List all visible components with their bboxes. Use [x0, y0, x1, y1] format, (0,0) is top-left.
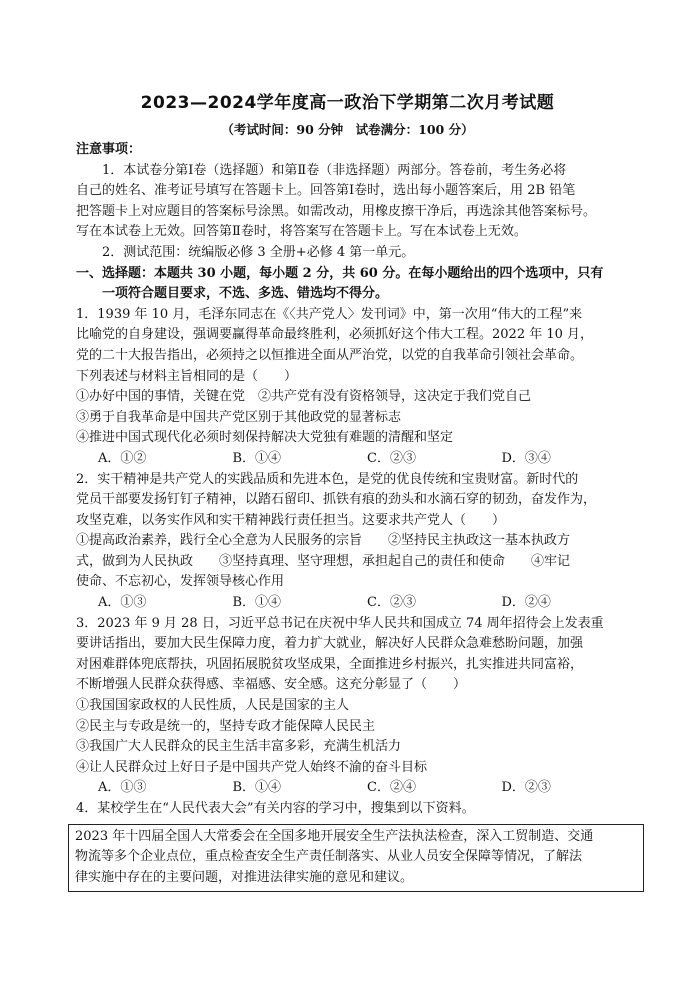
- q2-option-c: C．②③: [367, 595, 416, 611]
- q3-stem-line: 3．2023 年 9 月 28 日，习近平总书记在庆祝中华人民共和国成立 74 周年招待会上发表重: [76, 615, 604, 631]
- q3-option-c: C．②④: [367, 780, 416, 796]
- q3-options: [76, 778, 636, 799]
- q1-option-a: A．①②: [98, 450, 147, 466]
- q1-item: ③勇于自我革命是中国共产党区别于其他政党的显著标志: [76, 409, 402, 425]
- q4-material-line: 2023 年十四届全国人大常委会在全国多地开展安全生产法执法检查，深入工贸制造、交通: [75, 828, 594, 844]
- q2-item: 式，做到为人民执政 ③坚持真理、坚守理想，承担起自己的责任和使命 ④牢记: [76, 553, 571, 569]
- exam-subtitle: （考试时间：90 分钟 试卷满分：100 分）: [221, 122, 474, 137]
- question-3: [76, 614, 636, 799]
- q3-stem-line: 不断增强人民群众获得感、幸福感、安全感。这充分彰显了（ ）: [76, 677, 467, 693]
- q1-option-b: B．①④: [232, 450, 282, 466]
- q3-item: ④让人民群众过上好日子是中国共产党人始终不渝的奋斗目标: [76, 759, 428, 775]
- notes-line: 写在本试卷上无效。回答第Ⅱ卷时，将答案写在答题卡上。写在本试卷上无效。: [76, 224, 527, 240]
- q2-item: 使命、不忘初心，发挥领导核心作用: [76, 574, 285, 590]
- q3-option-b: B．①④: [232, 780, 282, 796]
- q4-material-line: 物流等多个企业点位，重点检查安全生产责任制落实、从业人员安全保障等情况，了解法: [75, 849, 583, 865]
- q2-option-a: A．①③: [98, 595, 147, 611]
- q2-stem-line: 党员干部要发扬钉钉子精神，以踏石留印、抓铁有痕的劲头和水滴石穿的韧劲，奋发作为，: [76, 492, 597, 508]
- q3-option-d: D．②③: [501, 780, 551, 796]
- q2-option-d: D．②④: [501, 595, 551, 611]
- question-2: [76, 470, 636, 614]
- q4-material-box: [68, 824, 644, 893]
- q4-stem-line: 4．某校学生在“人民代表大会”有关内容的学习中，搜集到以下资料。: [76, 801, 475, 816]
- q3-item: ②民主与专政是统一的，坚持专政才能保障人民民主: [76, 718, 376, 734]
- q4-material-line: 律实施中存在的主要问题，对推进法律实施的意见和建议。: [75, 869, 414, 885]
- exam-content: [76, 140, 636, 892]
- section-heading: 一、选择题：本题共 30 小题，每小题 2 分，共 60 分。在每小题给出的四个选项中，只有: [76, 265, 604, 281]
- q1-options: [76, 449, 636, 470]
- q3-item: ①我国国家政权的人民性质，人民是国家的主人: [76, 698, 350, 714]
- notes-line: 把答题卡上对应题目的答案标号涂黑。如需改动，用橡皮擦干净后，再选涂其他答案标号。: [76, 203, 597, 219]
- q2-options: [76, 593, 636, 614]
- q1-stem-line: 下列表述与材料主旨相同的是（ ）: [76, 368, 298, 384]
- question-1: [76, 305, 636, 470]
- notes-line: 1．本试卷分第Ⅰ卷（选择题）和第Ⅱ卷（非选择题）两部分。答卷前，考生务必将: [102, 162, 567, 178]
- q3-item: ③我国广大人民群众的民主生活丰富多彩，充满生机活力: [76, 739, 402, 755]
- q1-stem-line: 比喻党的自身建设，强调要赢得革命最终胜利，必须抓好这个伟大工程。2022 年 10 月，: [76, 327, 594, 343]
- q2-item: ①提高政治素养，践行全心全意为人民服务的宗旨 ②坚持民主执政这一基本执政方: [76, 533, 571, 549]
- q2-stem-line: 攻坚克难，以务实作风和实干精神践行责任担当。这要求共产党人（ ）: [76, 512, 506, 528]
- notes-line: 2．测试范围：统编版必修 3 全册+必修 4 第一单元。: [102, 244, 415, 260]
- q1-stem-line: 1．1939 年 10 月，毛泽东同志在《〈共产党人〉发刊词》中，第一次用“伟大的工程”来: [76, 306, 583, 322]
- notes-heading: 注意事项：: [76, 142, 142, 157]
- q1-item: ①办好中国的事情，关键在党 ②共产党有没有资格领导，这决定于我们党自己: [76, 389, 532, 405]
- section-heading-cont: 一项符合题目要求，不选、多选、错选均不得分。: [102, 286, 389, 302]
- q1-option-c: C．②③: [367, 450, 416, 466]
- q3-option-a: A．①③: [98, 780, 147, 796]
- q1-stem-line: 党的二十大报告指出，必须持之以恒推进全面从严治党，以党的自我革命引领社会革命。: [76, 347, 584, 363]
- q1-item: ④推进中国式现代化必须时刻保持解决大党独有难题的清醒和坚定: [76, 430, 454, 446]
- q3-stem-line: 对困难群体兜底帮扶，巩固拓展脱贫攻坚成果，全面推进乡村振兴，扎实推进共同富裕，: [76, 656, 584, 672]
- exam-title: 2023—2024学年度高一政治下学期第二次月考试题: [140, 93, 555, 113]
- notes-line: 自己的姓名、准考证号填写在答题卡上。回答第Ⅰ卷时，选出每小题答案后，用 2B 铅笔: [76, 183, 576, 199]
- q1-option-d: D．③④: [501, 450, 551, 466]
- q3-stem-line: 要讲话指出，要加大民生保障力度，着力扩大就业，解决好人民群众急难愁盼问题，加强: [76, 636, 584, 652]
- q2-option-b: B．①④: [232, 595, 282, 611]
- question-4: [76, 799, 636, 892]
- q2-stem-line: 2．实干精神是共产党人的实践品质和先进本色，是党的优良传统和宝贵财富。新时代的: [76, 471, 579, 487]
